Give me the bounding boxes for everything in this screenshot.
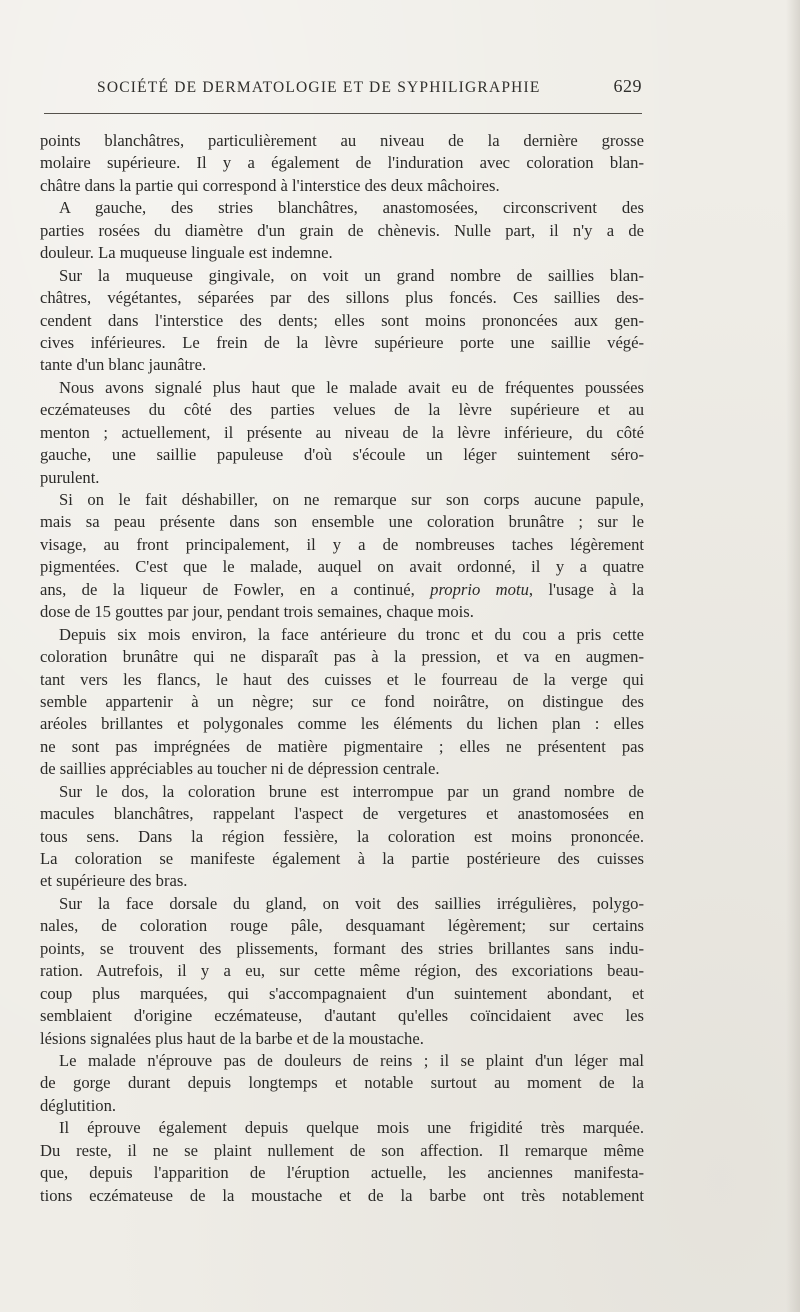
text-line: lésions signalées plus haut de la barbe et de la moustache. <box>40 1028 424 1048</box>
text-line: Depuis six mois environ, la face antérieure du tronc et du cou a pris cette <box>59 624 644 644</box>
text-line: ne sont pas imprégnées de matière pigmentaire ; elles ne présentent pas <box>40 736 644 756</box>
text-line: menton ; actuellement, il présente au niveau de la lèvre inférieure, du côté <box>40 422 644 442</box>
text-line: nales, de coloration rouge pâle, desquamant légèrement; sur certains <box>40 916 644 936</box>
text-line: coloration brunâtre qui ne disparaît pas à la pression, et va en augmen- <box>40 647 644 667</box>
text-line: points blanchâtres, particulièrement au niveau de la dernière grosse <box>40 131 644 150</box>
text-line: semble appartenir à un nègre; sur ce fond noirâtre, on distingue des <box>40 691 644 711</box>
text-line-segment: ans, de la liqueur de Fowler, en a continué, <box>40 579 431 599</box>
text-line: mais sa peau présente dans son ensemble une coloration brunâtre ; sur le <box>40 512 644 532</box>
text-line: A gauche, des stries blanchâtres, anastomosées, circonscrivent des <box>59 198 644 218</box>
text-line: déglutition. <box>40 1095 117 1115</box>
text-line: Nous avons signalé plus haut que le malade avait eu de fréquentes poussées <box>59 377 644 397</box>
page-edge-shadow <box>786 0 800 1312</box>
header-rule <box>44 113 642 114</box>
text-line: Il éprouve également depuis quelque mois une frigidité très marquée. <box>59 1118 644 1138</box>
text-line: de gorge durant depuis longtemps et notable surtout au moment de la <box>40 1073 644 1093</box>
text-line: de saillies appréciables au toucher ni de dépression centrale. <box>40 759 440 779</box>
page-number: 629 <box>613 76 642 96</box>
text-line: pigmentées. C'est que le malade, auquel on avait ordonné, il y a quatre <box>40 557 644 577</box>
text-line: Sur la face dorsale du gland, on voit des saillies irrégulières, polygo- <box>59 893 644 913</box>
text-line: ration. Autrefois, il y a eu, sur cette même région, des excoriations beau- <box>40 961 644 981</box>
text-line: coup plus marquées, qui s'accompagnaient d'un suintement abondant, et <box>40 983 644 1003</box>
text-line: tions eczémateuse de la moustache et de la barbe ont très notablement <box>40 1185 644 1205</box>
text-line: et supérieure des bras. <box>40 871 188 891</box>
text-line-segment: , l'usage à la <box>528 579 644 599</box>
running-title: SOCIÉTÉ DE DERMATOLOGIE ET DE SYPHILIGRAPHIE <box>97 79 541 96</box>
text-line: semblaient d'origine eczémateuse, d'autant qu'elles coïncidaient avec les <box>40 1006 644 1026</box>
body-text <box>40 130 644 1207</box>
text-line <box>40 579 644 601</box>
text-line: châtres, végétantes, séparées par des sillons plus foncés. Ces saillies des- <box>40 288 644 308</box>
text-line: gauche, une saillie papuleuse d'où s'écoule un léger suintement séro- <box>40 445 644 465</box>
text-line: Si on le fait déshabiller, on ne remarque sur son corps aucune papule, <box>59 490 644 509</box>
text-line: molaire supérieure. Il y a également de l'induration avec coloration blan- <box>40 153 644 173</box>
text-line: tant vers les flancs, le haut des cuisses et le fourreau de la verge qui <box>40 669 644 689</box>
text-line: que, depuis l'apparition de l'éruption actuelle, les anciennes manifesta- <box>40 1163 644 1183</box>
text-line: Du reste, il ne se plaint nullement de son affection. Il remarque même <box>40 1140 644 1160</box>
text-line: aréoles brillantes et polygonales comme les éléments du lichen plan : elles <box>40 714 644 734</box>
text-line: macules blanchâtres, rappelant l'aspect de vergetures et anastomosées en <box>40 804 644 824</box>
text-line: points, se trouvent des plissements, formant des stries brillantes sans indu- <box>40 938 644 958</box>
text-line: douleur. La muqueuse linguale est indemne. <box>40 243 333 263</box>
text-line: Sur le dos, la coloration brune est interrompue par un grand nombre de <box>59 781 644 801</box>
text-line: visage, au front principalement, il y a de nombreuses taches légèrement <box>40 534 644 554</box>
text-line: châtre dans la partie qui correspond à l'interstice des deux mâchoires. <box>40 175 500 195</box>
text-line: tante d'un blanc jaunâtre. <box>40 355 207 375</box>
text-line: eczémateuses du côté des parties velues de la lèvre supérieure et au <box>40 400 644 420</box>
running-header <box>97 76 642 100</box>
text-line: cives inférieures. Le frein de la lèvre supérieure porte une saillie végé- <box>40 332 644 352</box>
text-line: tous sens. Dans la région fessière, la coloration est moins prononcée. <box>40 826 644 846</box>
text-line: purulent. <box>40 467 100 487</box>
text-line: cendent dans l'interstice des dents; elles sont moins prononcées aux gen- <box>40 310 644 330</box>
text-line: Sur la muqueuse gingivale, on voit un grand nombre de saillies blan- <box>59 265 644 285</box>
text-line: La coloration se manifeste également à la partie postérieure des cuisses <box>40 849 644 868</box>
text-line: dose de 15 gouttes par jour, pendant trois semaines, chaque mois. <box>40 602 474 622</box>
text-line: Le malade n'éprouve pas de douleurs de reins ; il se plaint d'un léger mal <box>59 1050 644 1070</box>
latin-phrase: proprio motu <box>430 579 529 599</box>
text-line: parties rosées du diamètre d'un grain de chènevis. Nulle part, il n'y a de <box>40 220 644 240</box>
